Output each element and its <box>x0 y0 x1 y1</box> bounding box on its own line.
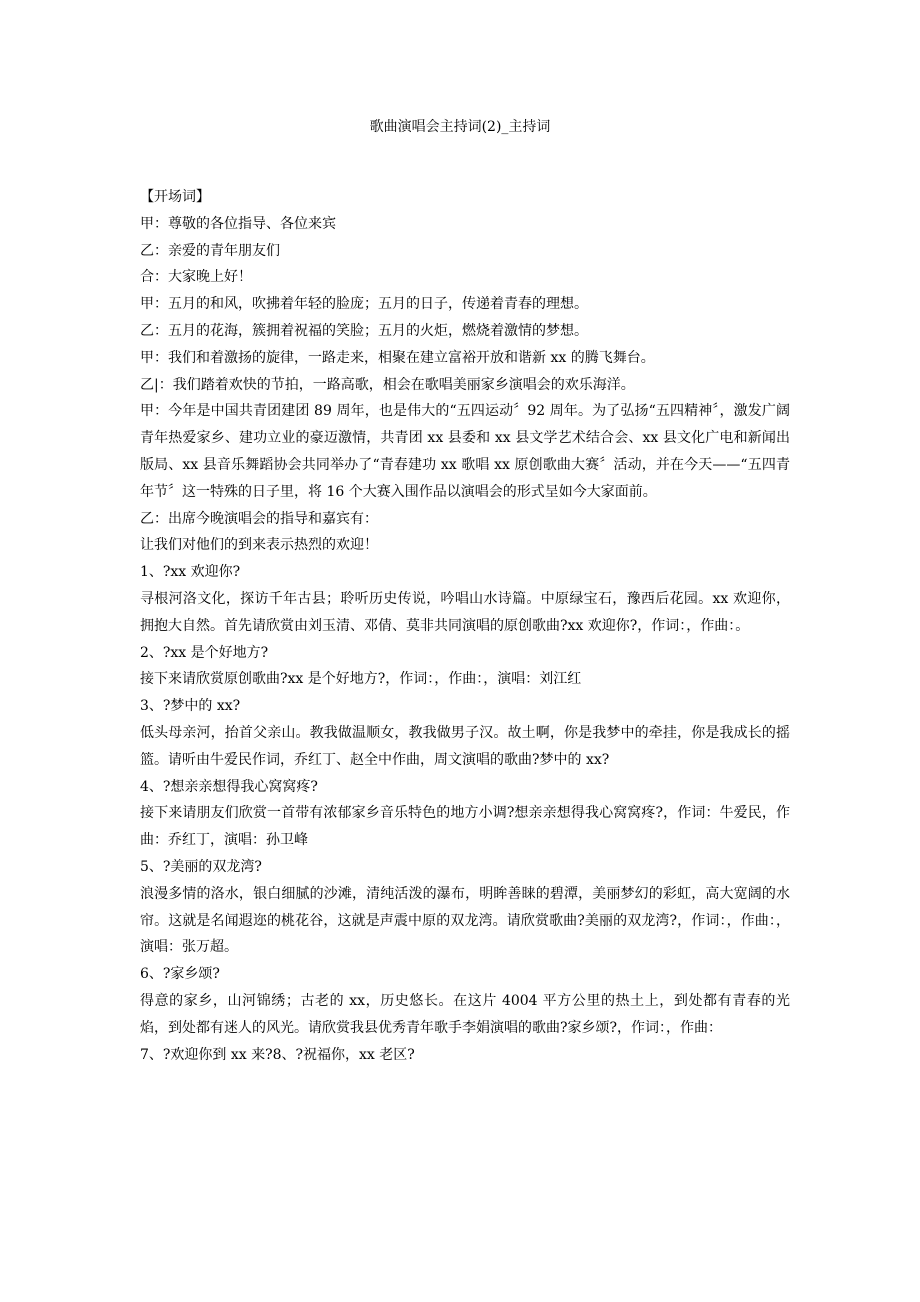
paragraph-block: 寻根河洛文化，探访千年古县；聆听历史传说，吟唱山水诗篇。中原绿宝石，豫西后花园。xx 欢迎你，拥抱大自然。首先请欣赏由刘玉清、邓倩、莫非共同演唱的原创歌曲?xx 欢迎你?，作词：，作曲：。 <box>140 590 790 634</box>
paragraph-line: 甲：我们和着激扬的旋律，一路走来，相聚在建立富裕开放和谐新 xx 的腾飞舞台。 <box>140 349 655 366</box>
document-title: 歌曲演唱会主持词(2)_主持词 <box>369 119 551 135</box>
paragraph-line: 乙：五月的花海，簇拥着祝福的笑脸；五月的火炬，燃烧着激情的梦想。 <box>140 322 588 339</box>
song-heading: 6、?家乡颂? <box>140 966 220 983</box>
song-heading: 3、?梦中的 xx? <box>140 698 241 715</box>
song-heading: 7、?欢迎你到 xx 来?8、?祝福你，xx 老区? <box>140 1046 415 1063</box>
paragraph-opening-heading: 【开场词】 <box>140 189 210 205</box>
paragraph-line: 甲：尊敬的各位指导、各位来宾 <box>140 215 336 232</box>
paragraph-line: 接下来请欣赏原创歌曲?xx 是个好地方?，作词：，作曲：，演唱：刘江红 <box>140 671 582 688</box>
song-heading: 2、?xx 是个好地方? <box>140 644 269 661</box>
song-heading: 5、?美丽的双龙湾? <box>140 858 262 875</box>
song-heading: 1、?xx 欢迎你? <box>140 564 241 581</box>
paragraph-line: 合：大家晚上好！ <box>140 269 252 286</box>
paragraph-line: 甲：五月的和风，吹拂着年轻的脸庞；五月的日子，传递着青春的理想。 <box>140 296 588 313</box>
paragraph-block: 低头母亲河，抬首父亲山。教我做温顺女，教我做男子汉。故土啊，你是我梦中的牵挂，你是我成长的摇篮。请听由牛爱民作词，乔红丁、赵全中作曲，周文演唱的歌曲?梦中的 xx? <box>140 724 790 768</box>
paragraph-block: 得意的家乡，山河锦绣；古老的 xx，历史悠长。在这片 4004 平方公里的热土上，到处都有青春的光焰，到处都有迷人的风光。请欣赏我县优秀青年歌手李娟演唱的歌曲?家乡颂?，作词：，作曲： <box>140 992 790 1036</box>
paragraph-line: 乙：亲爱的青年朋友们 <box>140 242 280 259</box>
document-body <box>140 184 790 1068</box>
paragraph-block: 甲：今年是中国共青团建团 89 周年，也是伟大的“五四运动〞92 周年。为了弘扬“五四精神〞，激发广阔青年热爱家乡、建功立业的豪迈激情，共青团 xx 县委和 xx 县文学艺术结合会、xx 县文化广电和新闻出版局、xx 县音乐舞蹈协会共同举办了“青春建功 xx 歌唱 xx 原创歌曲大赛〞活动，并在今天——“五四青年节〞这一特殊的日子里，将 16 个大赛入围作品以演唱会的形式呈如今大家面前。 <box>140 403 790 500</box>
paragraph-line: 乙：出席今晚演唱会的指导和嘉宾有： <box>140 510 378 527</box>
paragraph-line: 让我们对他们的到来表示热烈的欢迎！ <box>140 537 378 554</box>
song-heading: 4、?想亲亲想得我心窝窝疼? <box>140 778 318 795</box>
paragraph-line: 乙|：我们踏着欢快的节拍，一路高歌，相会在歌唱美丽家乡演唱会的欢乐海洋。 <box>140 376 635 393</box>
paragraph-block: 浪漫多情的洛水，银白细腻的沙滩，清纯活泼的瀑布，明眸善睐的碧潭，美丽梦幻的彩虹，高大宽阔的水帘。这就是名闻遐迩的桃花谷，这就是声震中原的双龙湾。请欣赏歌曲?美丽的双龙湾?，作词：，作曲：，演唱：张万超。 <box>140 885 790 956</box>
paragraph-block: 接下来请朋友们欣赏一首带有浓郁家乡音乐特色的地方小调?想亲亲想得我心窝窝疼?，作词：牛爱民，作曲：乔红丁，演唱：孙卫峰 <box>140 805 790 849</box>
